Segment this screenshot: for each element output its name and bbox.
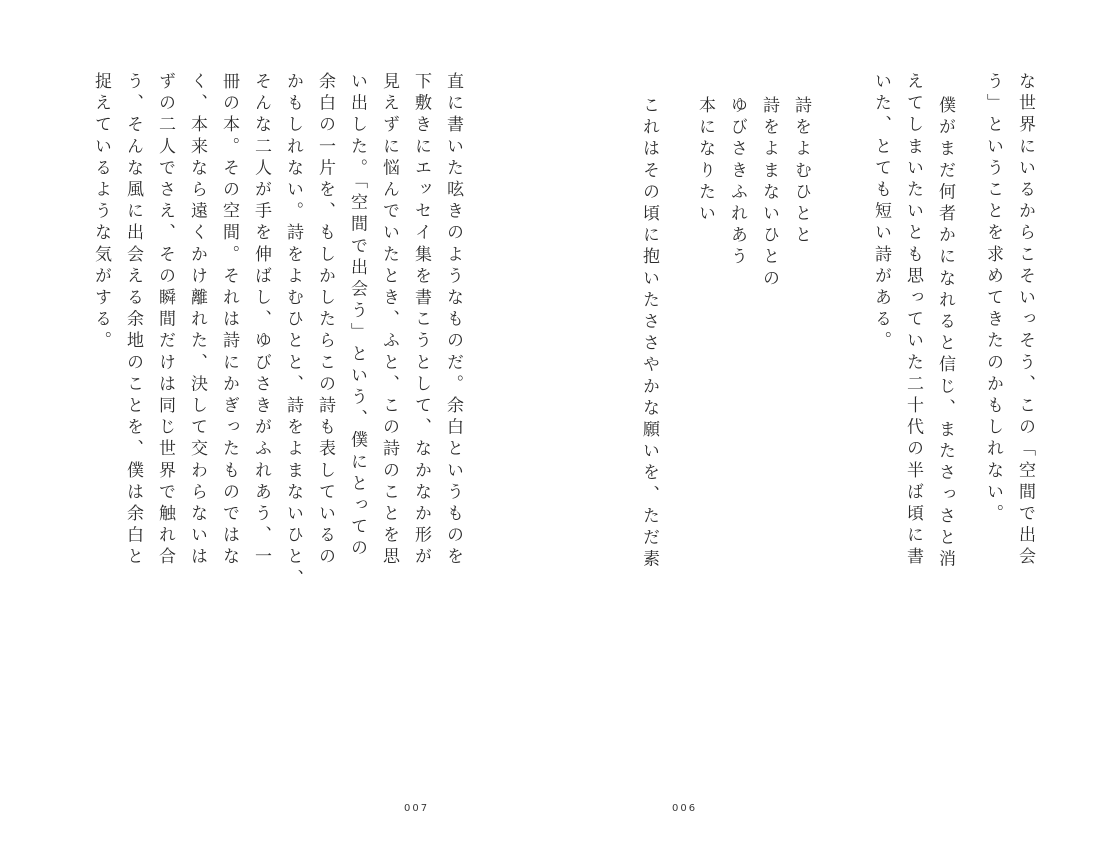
text-column: う、そんな風に出会える余地のことを、僕は余白と: [123, 72, 143, 569]
text-column: かもしれない。詩をよむひとと、詩をよまないひと、: [283, 72, 303, 591]
text-column: 冊の本。その空間。それは詩にかぎったものではな: [219, 72, 239, 569]
text-column: そんな二人が手を伸ばし、ゆびさきがふれあう、一: [251, 72, 271, 569]
text-column: う」ということを求めてきたのかもしれない。: [983, 72, 1003, 526]
text-column: 僕がまだ何者かになれると信じ、またさっさと消: [935, 96, 955, 572]
page-006: [550, 0, 1100, 856]
page-number: 006: [672, 803, 698, 814]
text-column: 直に書いた呟きのようなものだ。余白というものを: [443, 72, 463, 569]
text-column: 下敷きにエッセイ集を書こうとして、なかなか形が: [411, 72, 431, 569]
text-column: いた、とても短い詩がある。: [871, 72, 891, 353]
text-column: えてしまいたいとも思っていた二十代の半ば頃に書: [903, 72, 923, 569]
text-column: 捉えているような気がする。: [91, 72, 111, 353]
poem-line: ゆびさきふれあう: [727, 96, 747, 269]
text-column: 見えずに悩んでいたとき、ふと、この詩のことを思: [379, 72, 399, 569]
poem-line: 本になりたい: [695, 96, 715, 226]
poem-line: 詩をよむひとと: [791, 96, 811, 248]
text-column: ずの二人でさえ、その瞬間だけは同じ世界で触れ合: [155, 72, 175, 569]
text-column: これはその頃に抱いたささやかな願いを、ただ素: [639, 96, 659, 572]
poem-line: 詩をよまないひとの: [759, 96, 779, 291]
text-column: な世界にいるからこそいっそう、この「空間で出会: [1015, 72, 1035, 569]
text-column: い出した。「空間で出会う」という、僕にとっての: [347, 72, 367, 561]
page-number: 007: [404, 803, 430, 814]
text-column: く、本来なら遠くかけ離れた、決して交わらないは: [187, 72, 207, 569]
text-column: 余白の一片を、もしかしたらこの詩も表しているの: [315, 72, 335, 569]
